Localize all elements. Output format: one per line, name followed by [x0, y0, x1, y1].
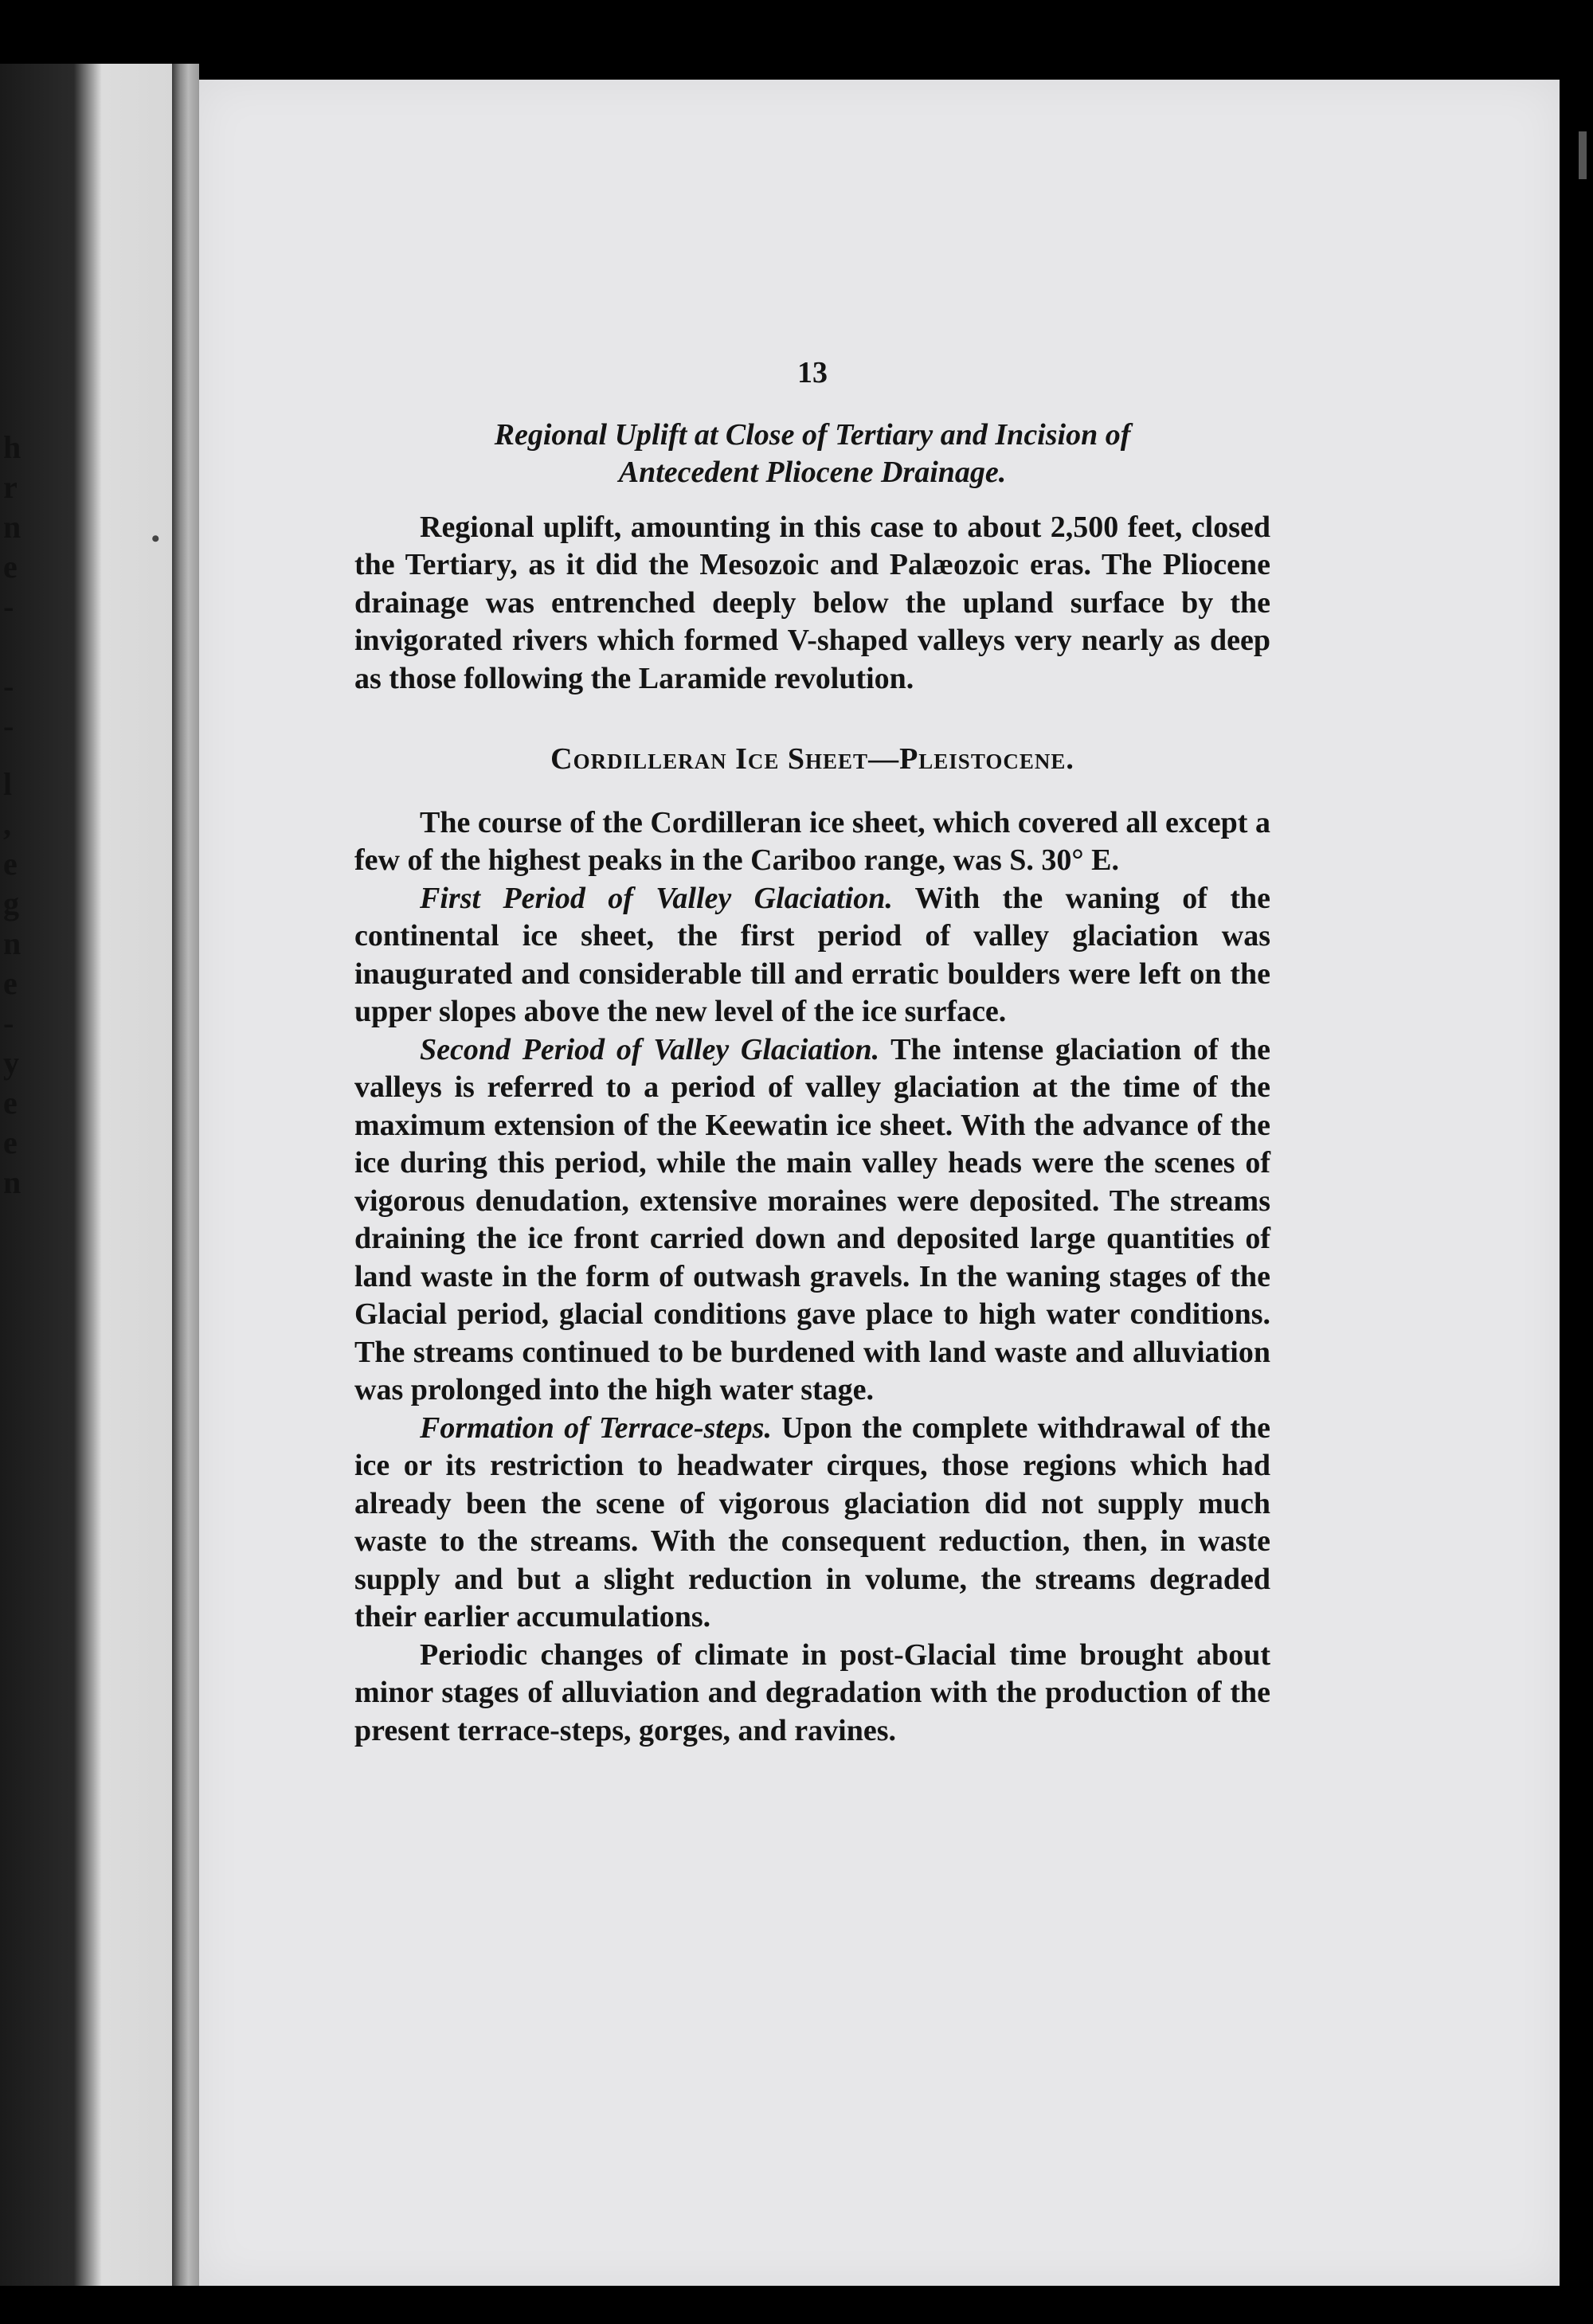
page-number: 13 [797, 356, 828, 389]
scan-edge-mark [1579, 131, 1587, 179]
paragraph-text: Upon the complete withdrawal of the ice or its restriction to headwater cirques, those regions which had already been the scene of vigorous glaciation did not supply much waste to the streams. With the consequent reduction, then, in waste supply and but a slight reduction in volume, the streams degraded their earlier accumulations. [354, 1410, 1270, 1633]
margin-fragment: n [3, 925, 22, 961]
margin-fragment: - [3, 668, 14, 704]
heading-line: Regional Uplift at Close of Tertiary and Incision of [494, 417, 1131, 452]
margin-fragment: h [3, 429, 22, 465]
margin-fragment: n [3, 1164, 22, 1200]
margin-fragment: e [3, 549, 18, 585]
margin-fragment: e [3, 1085, 18, 1121]
book-page [151, 80, 1560, 2286]
run-in-heading: Formation of Terrace-steps. [420, 1410, 772, 1445]
paragraph: The course of the Cordilleran ice sheet, which covered all except a few of the highest peaks in the Cariboo range, was S. 30° E. [354, 805, 1270, 877]
margin-fragment: g [3, 886, 19, 921]
run-in-heading: Second Period of Valley Glaciation. [420, 1032, 880, 1066]
paragraph [354, 1410, 1270, 1637]
run-in-heading: First Period of Valley Glaciation. [420, 881, 893, 915]
paragraph: Regional uplift, amounting in this case to about 2,500 feet, closed the Tertiary, as it did the Mesozoic and Palæozoic eras. The Pliocene drainage was entrenched deeply below the upland surface by the invigorated rivers which formed V-shaped valleys very nearly as deep as those following the Laramide revolution. [354, 510, 1270, 695]
section-heading-uplift [354, 417, 1270, 491]
page-content [354, 354, 1270, 1750]
margin-fragment: e [3, 846, 18, 882]
previous-page-edge [0, 64, 185, 2286]
paragraph-text: With the waning of the continental ice sheet, the first period of valley glaciation was inaugurated and considerable till and erratic boulders were left on the upper slopes above the new level of the ice surface. [354, 881, 1270, 1028]
margin-fragment: n [3, 509, 22, 545]
margin-fragment: - [3, 1005, 14, 1041]
margin-fragment: - [3, 708, 14, 744]
paragraph [354, 880, 1270, 1031]
margin-fragment: r [3, 469, 18, 505]
paragraph: Periodic changes of climate in post-Glacial time brought about minor stages of alluviation and degradation with the production of the present terrace-steps, gorges, and ravines. [354, 1637, 1270, 1747]
section-heading-ice-sheet: Cordilleran Ice Sheet—Pleistocene. [550, 742, 1074, 776]
margin-fragment: e [3, 1125, 18, 1160]
stray-mark: • [151, 526, 160, 552]
paragraph-text: The intense glaciation of the valleys is referred to a period of valley glaciation at the time of the maximum extension of the Keewatin ice sheet. With the advance of the ice during this period, while the main valley heads were the scenes of vigorous denudation, extensive moraines were deposited. The streams draining the ice front carried down and deposited large quantities of land waste in the form of outwash gravels. In the waning stages of the Glacial period, glacial conditions gave place to high water conditions. The streams continued to be burdened with land waste and alluviation was prolonged into the high water stage. [354, 1032, 1270, 1407]
book-gutter [172, 64, 199, 2286]
margin-fragment: - [3, 589, 14, 624]
margin-fragment: l [3, 766, 13, 802]
margin-fragment: y [3, 1045, 19, 1081]
paragraph [354, 1031, 1270, 1410]
margin-fragment: e [3, 965, 18, 1001]
margin-fragment: , [3, 806, 11, 842]
heading-line: Antecedent Pliocene Drainage. [618, 455, 1007, 489]
